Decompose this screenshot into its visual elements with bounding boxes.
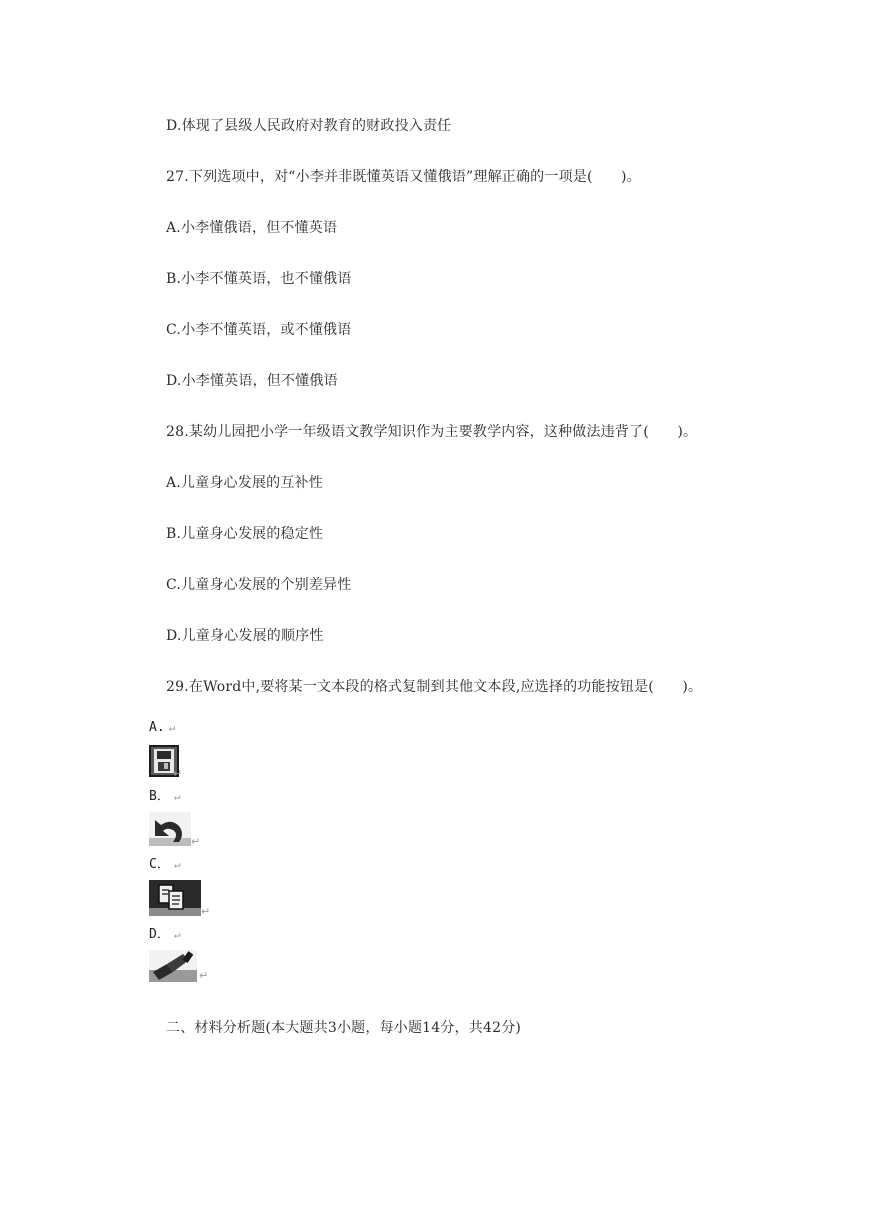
return-mark-icon: ↵ [168,721,176,734]
q26-option-d: D.体现了县级人民政府对教育的财政投入责任 [166,118,452,134]
q28-option-b: B.儿童身心发展的稳定性 [166,526,324,542]
q29-option-d-label [149,927,180,943]
copy-icon [149,880,197,910]
q28-option-d: D.儿童身心发展的顺序性 [166,628,324,644]
format-painter-icon [149,950,197,980]
q29-stem: 29.在Word中,要将某一文本段的格式复制到其他文本段,应选择的功能按钮是( )。 [166,679,703,695]
q28-stem: 28.某幼儿园把小学一年级语文教学知识作为主要教学内容，这种做法违背了( )。 [166,424,698,440]
section-2-heading: 二、材料分析题(本大题共3小题，每小题14分，共42分) [166,1020,522,1036]
return-mark-icon: ↵ [199,969,209,982]
q28-option-c: C.儿童身心发展的个别差异性 [166,577,352,593]
q27-option-a: A.小李懂俄语，但不懂英语 [166,220,338,236]
q27-stem: 27.下列选项中，对“小李并非既懂英语又懂俄语”理解正确的一项是( )。 [166,169,641,185]
q29-option-a-label [149,720,175,736]
return-mark-icon: ↵ [173,767,183,780]
undo-icon [149,812,197,842]
q29-option-d-text: D． [149,927,170,942]
q29-option-c-text: C． [149,857,170,872]
q28-option-a: A.儿童身心发展的互补性 [166,475,323,491]
q29-option-a-text: A. [149,720,165,735]
return-mark-icon: ↵ [173,928,181,941]
return-mark-icon: ↵ [173,790,181,803]
return-mark-icon: ↵ [201,905,211,918]
q29-option-b-text: B． [149,789,170,804]
return-mark-icon: ↵ [173,858,181,871]
q27-option-d: D.小李懂英语，但不懂俄语 [166,373,338,389]
q29-option-c-label [149,857,180,873]
q29-option-b-label [149,789,180,805]
q27-option-b: B.小李不懂英语，也不懂俄语 [166,271,352,287]
return-mark-icon: ↵ [191,835,201,848]
q27-option-c: C.小李不懂英语，或不懂俄语 [166,322,352,338]
